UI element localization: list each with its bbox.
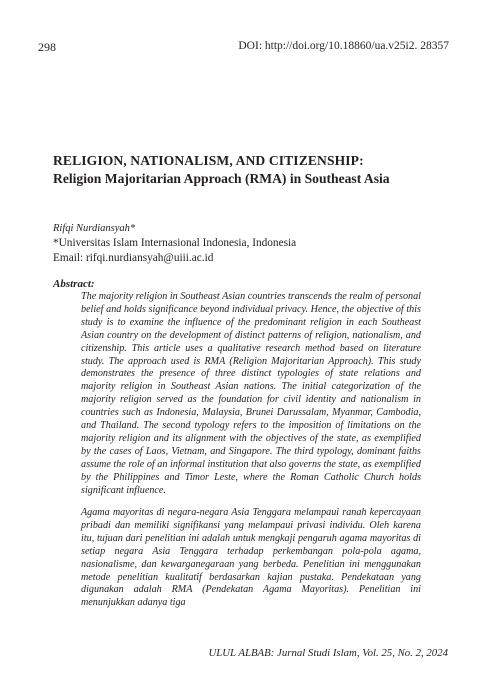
- abstract-body: [81, 291, 421, 498]
- doi-header: DOI: http://doi.org/10.18860/ua.v25i2. 28357: [238, 40, 449, 52]
- abstract-body-indonesian: [81, 507, 421, 610]
- author-affiliation: *Universitas Islam Internasional Indonesia, Indonesia: [53, 237, 297, 250]
- author-name: Rifqi Nurdiansyah*: [53, 223, 136, 234]
- article-title-block: [53, 152, 423, 188]
- author-block: [53, 222, 433, 265]
- author-email: Email: rifqi.nurdiansyah@uiii.ac.id: [53, 251, 214, 264]
- page-number: 298: [38, 40, 56, 54]
- abstract-paragraph-indonesian: Agama mayoritas di negara-negara Asia Tenggara melampaui ranah kepercayaan pribadi dan memiliki signifikansi yang melampaui privasi individu. Oleh karena itu, tujuan dari penelitian ini adalah untuk mengkaji pengaruh agama mayoritas di setiap negara Asia Tenggara terhadap perkembangan pola-pola agama, nasionalisme, dan kewarganegaraan yang berbeda. Penelitian ini menggunakan metode penelitian kualitatif berdasarkan kajian pustaka. Pendekataan yang digunakan adalah RMA (Pendekatan Agama Mayoritas). Penelitian ini menunjukkan adanya tiga: [81, 507, 421, 609]
- article-subtitle: Religion Majoritarian Approach (RMA) in Southeast Asia: [53, 171, 390, 186]
- abstract-label: Abstract:: [53, 278, 95, 290]
- abstract-paragraph-english: The majority religion in Southeast Asian countries transcends the realm of personal belief and holds significance beyond individual privacy. Hence, the objective of this study is to examine the influence of the predominant religion in each Southeast Asian country on the development of distinct patterns of religion, nationalism, and citizenship. This article uses a qualitative research method based on literature study. The approach used is RMA (Religion Majoritarian Approach). This study demonstrates the presence of three distinct typologies of state relations and majority religion in Southeast Asian nations. The initial categorization of the majority religion served as the foundation for civil identity and nationalism in countries such as Indonesia, Malaysia, Brunei Darussalam, Myanmar, Cambodia, and Thailand. The second typology refers to the imposition of limitations on the majority religion and its alignment with the objectives of the state, as exemplified by the cases of Laos, Vietnam, and Singapore. The third typology, dominant faiths assume the role of an informal institution that also governs the state, as exemplified by the Philippines and Timor Leste, where the Roman Catholic Church holds significant influence.: [81, 291, 421, 496]
- journal-footer: ULUL ALBAB: Jurnal Studi Islam, Vol. 25, No. 2, 2024: [208, 647, 448, 659]
- article-title: RELIGION, NATIONALISM, AND CITIZENSHIP:: [53, 153, 364, 168]
